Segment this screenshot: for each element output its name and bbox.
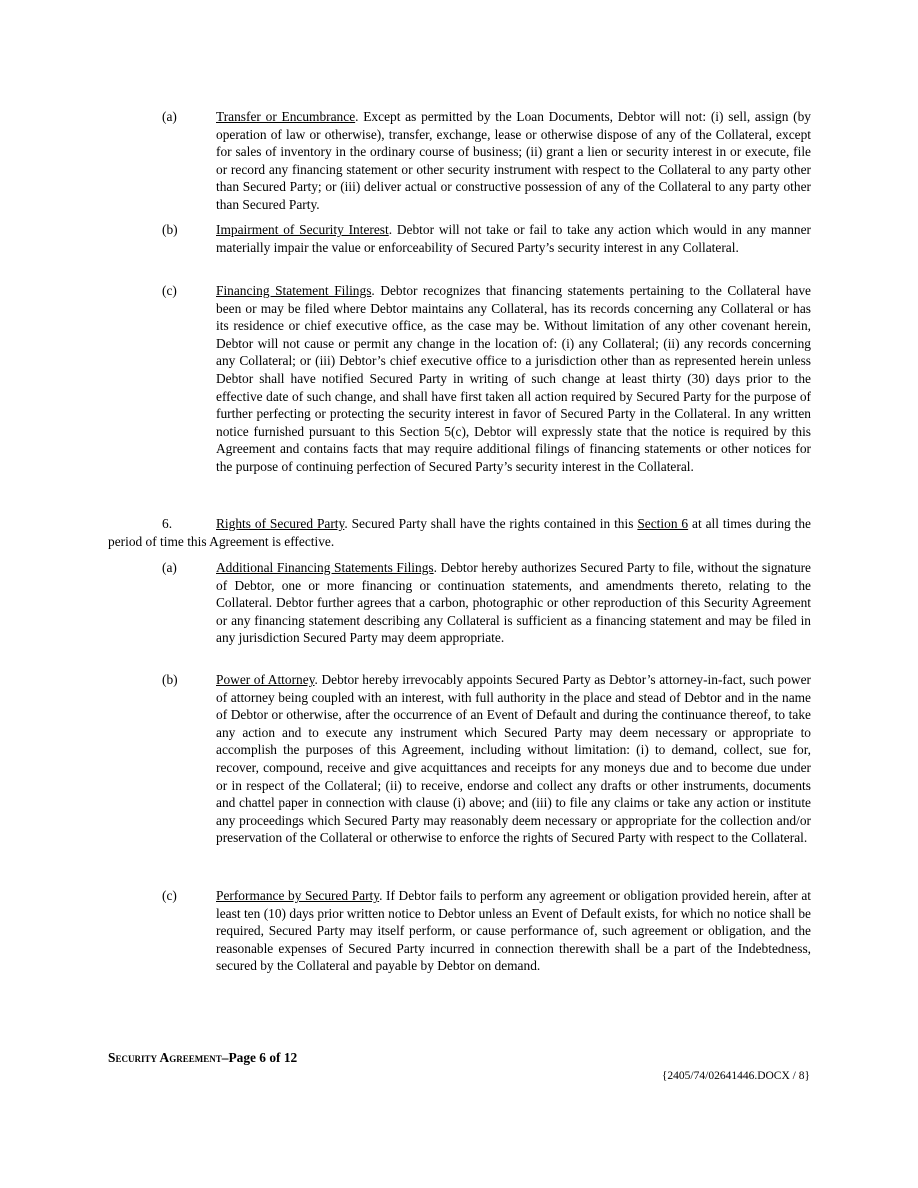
footer-doc-title: Security Agreement [108,1050,222,1065]
clause-5a [108,108,811,214]
clause-body [216,559,811,647]
clause-heading: Transfer or Encumbrance [216,109,356,124]
clause-heading: Financing Statement Filings [216,283,372,298]
clause-text: . Except as permitted by the Loan Documents, Debtor will not: (i) sell, assign (by operation of law or otherwise), transfer, exchange, lease or otherwise dispose of any of the Collateral, except for sales of inventory in the ordinary course of business; (ii) grant a lien or security interest in or execute, file or record any financing statement or other security instrument with respect to the Collateral to any party other than Secured Party; or (iii) deliver actual or constructive possession of any of the Collateral to any party other than Secured Party. [216,109,812,212]
clause-heading: Power of Attorney [216,672,315,687]
clause-6a [108,559,811,647]
clause-label: (b) [162,672,178,687]
clause-text: . Debtor will not take or fail to take any action which would in any manner materially impair the value or enforceability of Secured Party’s security interest in any Collateral. [216,222,811,255]
footer-page-number: –Page 6 of 12 [221,1050,298,1065]
section-reference-link[interactable]: Section 6 [637,516,689,531]
clause-6c [108,887,811,975]
clause-text: . Debtor hereby authorizes Secured Party to file, without the signature of Debtor, one or more financing or continuation statements, and amendments thereto, relating to the Collateral. Debtor further agrees that a carbon, photographic or other reproduction of this Security Agreement or any financing statement describing any Collateral is sufficient as a financing statement and may be filed in any jurisdiction Secured Party may deem appropriate. [216,560,811,646]
clause-text: . If Debtor fails to perform any agreement or obligation provided herein, after at least ten (10) days prior written notice to Debtor unless an Event of Default exists, for which no notice shall be required, Secured Party may itself perform, or cause performance of, such agreement or obligation, and the reasonable expenses of Secured Party incurred in connection therewith shall be a part of the Indebtedness, secured by the Collateral and payable by Debtor on demand. [216,888,811,974]
clause-label: (c) [162,888,177,903]
clause-label: (a) [162,109,177,124]
clause-body [216,282,811,476]
footer-page-info [108,1050,297,1066]
clause-label: (b) [162,222,178,237]
clause-label: (a) [162,560,177,575]
footer-doc-reference: {2405/74/02641446.DOCX / 8} [661,1070,810,1082]
section-text: at all times during the period of time this Agreement is effective. [108,516,811,549]
clause-5c [108,282,811,476]
clause-text: . Debtor hereby irrevocably appoints Secured Party as Debtor’s attorney-in-fact, such power of attorney being coupled with an interest, with full authority in the place and stead of Debtor and in the name of Debtor or otherwise, after the occurrence of an Event of Default and during the continuance thereof, to take any action and to execute any instrument which Secured Party may deem necessary or appropriate to accomplish the purposes of this Agreement, including without limitation: (i) to demand, collect, sue for, recover, compound, receive and give acquittances and receipts for any moneys due and to become due under or in respect of the Collateral; (ii) to receive, endorse and collect any drafts or other instruments, documents and chattel paper in connection with clause (i) above; and (iii) to file any claims or take any action or institute any proceedings which Secured Party may reasonably deem necessary or appropriate for the collection and/or preservation of the Collateral or otherwise to enforce the rights of Secured Party with respect to the Collateral. [216,672,811,846]
section-heading: Rights of Secured Party [216,516,345,531]
clause-6b [108,671,811,847]
section-number: 6. [162,516,173,531]
clause-heading: Impairment of Security Interest [216,222,389,237]
clause-body [216,221,811,256]
clause-heading: Performance by Secured Party [216,888,380,903]
clause-body [216,887,811,975]
clause-5b [108,221,811,256]
clause-label: (c) [162,283,177,298]
clause-body [216,108,811,214]
clause-body [216,671,811,847]
section-text: . Secured Party shall have the rights contained in this [344,516,638,531]
clause-text: . Debtor recognizes that financing statements pertaining to the Collateral have been or may be filed where Debtor maintains any Collateral, has its records concerning any Collateral or has its residence or chief executive office, as the case may be. Without limitation of any other covenant herein, Debtor will not cause or permit any change in the location of: (i) any Collateral; (ii) any records concerning any Collateral; or (iii) Debtor’s chief executive office to a jurisdiction other than as represented herein unless Debtor shall have notified Secured Party in writing of such change at least thirty (30) days prior to the effective date of such change, and shall have first taken all action required by Secured Party for the purpose of further perfecting or protecting the security interest in favor of Secured Party in the Collateral. In any written notice furnished pursuant to this Section 5(c), Debtor will expressly state that the notice is required by this Agreement and contains facts that may require additional filings of financing statements or other notices for the purpose of continuing perfection of Secured Party’s security interest in the Collateral. [216,283,811,474]
section-6 [108,515,811,550]
clause-heading: Additional Financing Statements Filings [216,560,434,575]
